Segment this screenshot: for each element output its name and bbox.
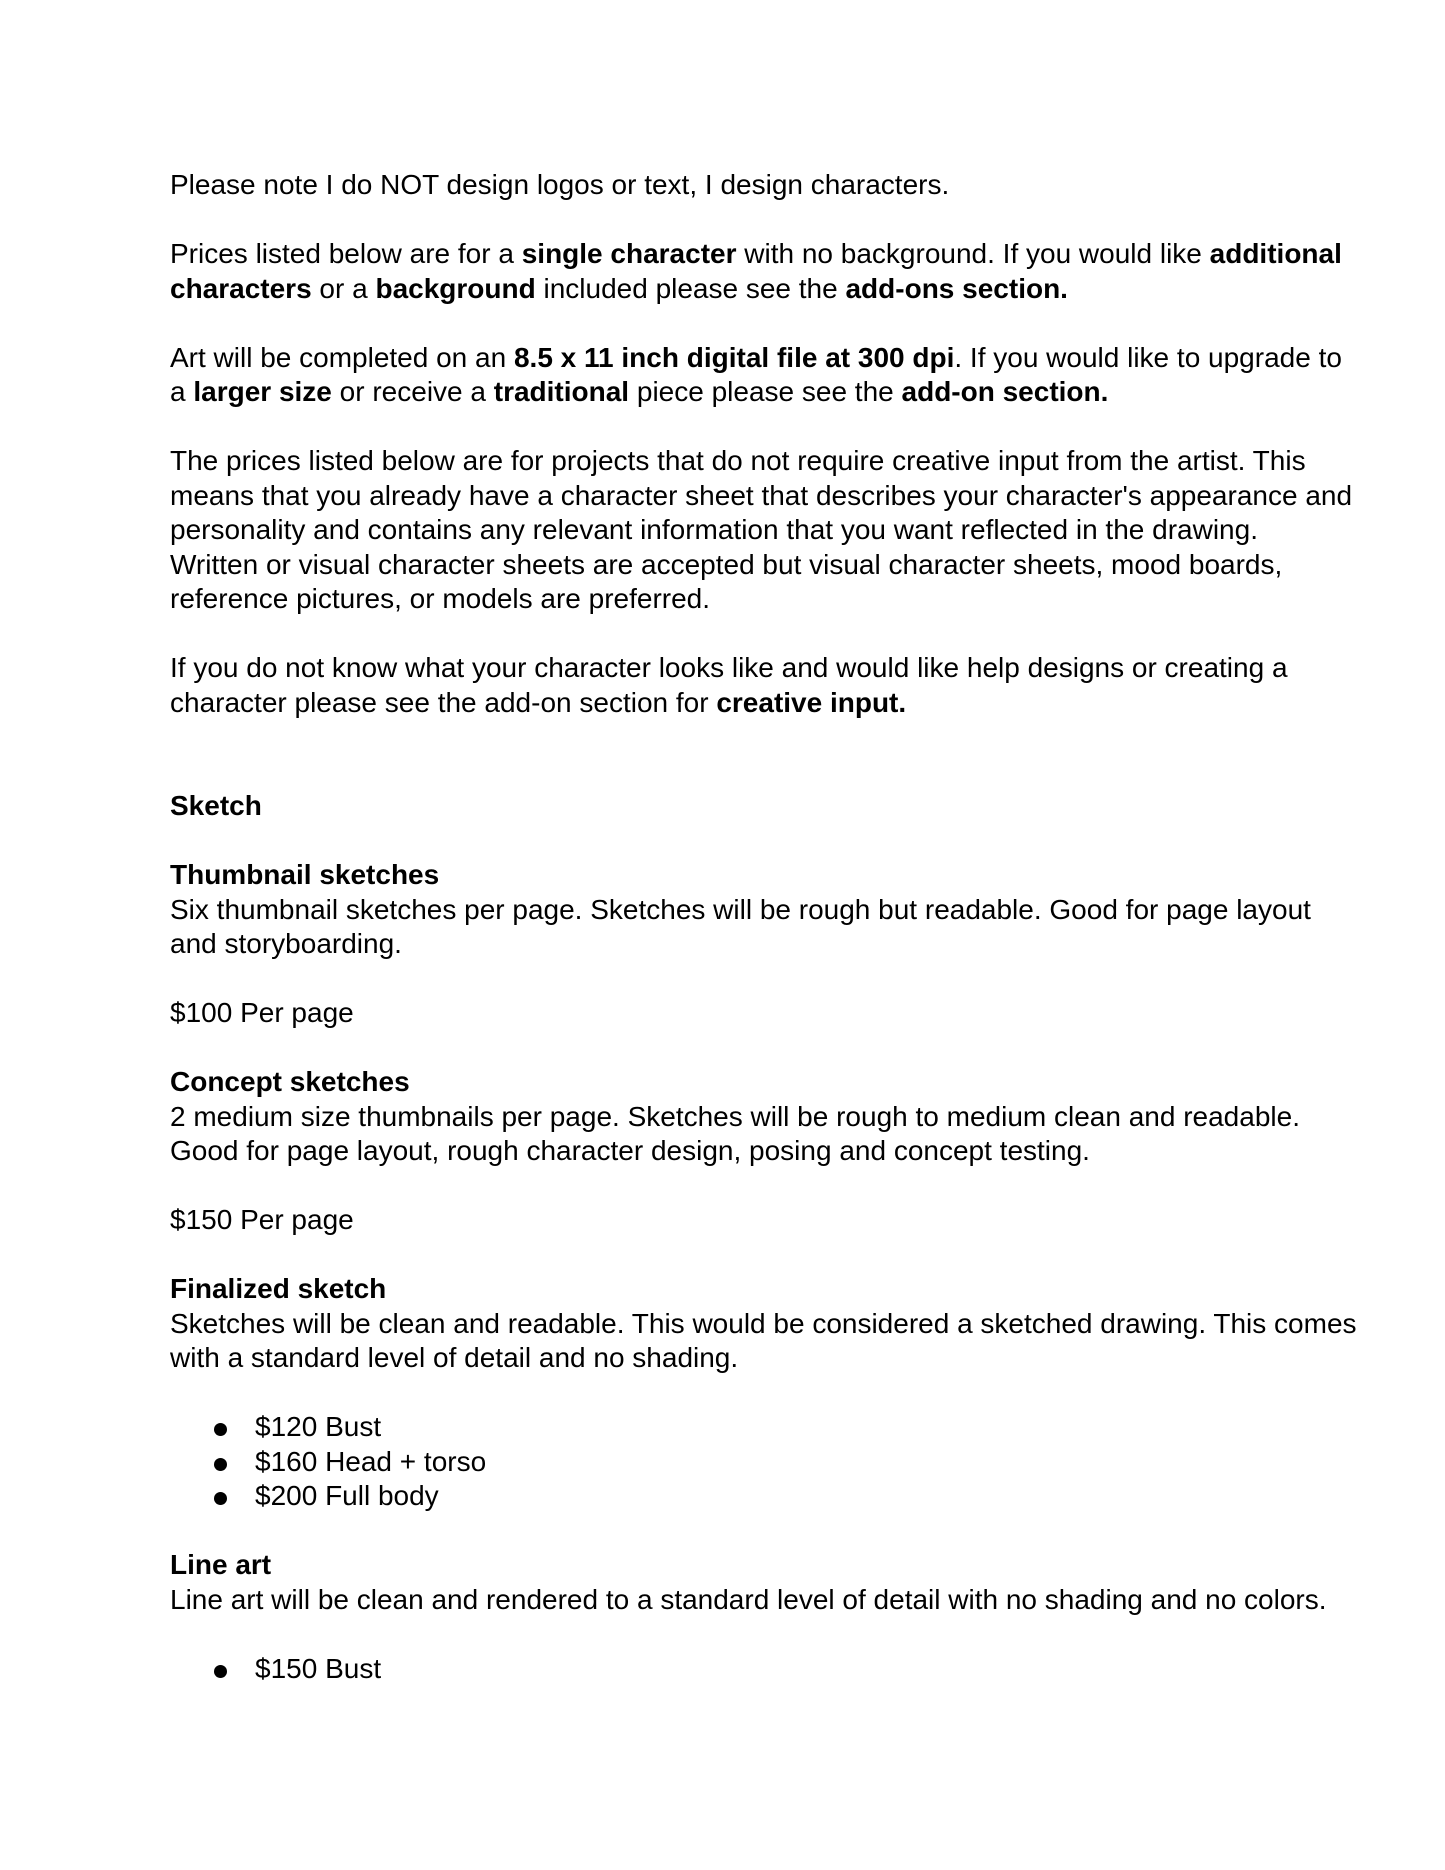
- text-segment: included please see the: [535, 272, 846, 304]
- text-line: [170, 927, 1275, 962]
- intro-note-paragraph: [170, 168, 1275, 203]
- text-segment: or a: [311, 272, 376, 304]
- sketch-section-heading: Sketch: [170, 790, 262, 821]
- bold-text-segment: creative input.: [716, 686, 907, 718]
- creative-input-policy-paragraph: [170, 444, 1353, 617]
- bullet-item-text: $150 Bust: [255, 1652, 382, 1684]
- file-format-paragraph: [170, 341, 1342, 410]
- text-segment: Written or visual character sheets are accepted but visual character sheets, mood boards,: [170, 548, 1283, 580]
- text-segment: personality and contains any relevant information that you want reflected in the drawing.: [170, 514, 1258, 545]
- bullet-item-text: $120 Bust: [255, 1411, 382, 1442]
- text-line: [170, 513, 1275, 548]
- concept-sketches-price: [170, 1203, 1275, 1238]
- bullet-icon: [214, 1665, 227, 1678]
- text-line: [170, 1341, 1275, 1376]
- text-line: [170, 548, 1283, 583]
- text-line: [170, 893, 1311, 928]
- text-segment: Line art will be clean and rendered to a standard level of detail with no shading and no colors.: [170, 1583, 1327, 1615]
- bullet-list-item: [170, 1652, 1275, 1687]
- text-segment: a: [170, 376, 194, 407]
- thumbnail-sketches-heading: Thumbnail sketches: [170, 859, 440, 890]
- bold-text-segment: add-ons section.: [845, 272, 1068, 304]
- text-line: [170, 1134, 1275, 1169]
- text-segment: $100 Per page: [170, 997, 354, 1028]
- line-art-heading: Line art: [170, 1549, 272, 1580]
- text-line: [170, 479, 1353, 514]
- text-line: [170, 1307, 1357, 1342]
- text-line: [170, 237, 1342, 272]
- thumbnail-sketches-description: [170, 893, 1311, 962]
- bullet-icon: [214, 1458, 227, 1471]
- text-segment: character please see the add-on section for: [170, 686, 717, 718]
- text-segment: Art will be completed on an: [170, 341, 514, 373]
- text-segment: Sketches will be clean and readable. This would be considered a sketched drawing. This comes: [170, 1307, 1357, 1339]
- bold-text-segment: background: [375, 272, 536, 304]
- text-line: [170, 272, 1275, 307]
- text-segment: piece please see the: [629, 376, 902, 407]
- text-line: [170, 996, 1275, 1031]
- text-segment: Good for page layout, rough character design, posing and concept testing.: [170, 1135, 1090, 1166]
- bullet-icon: [214, 1423, 227, 1436]
- text-line: [170, 1583, 1327, 1618]
- character-design-help-paragraph: [170, 651, 1288, 720]
- text-line: [170, 1203, 1275, 1238]
- text-segment: If you do not know what your character looks like and would like help designs or creating a: [170, 652, 1288, 683]
- text-segment: or receive a: [331, 376, 494, 407]
- finalized-sketch-heading: Finalized sketch: [170, 1273, 387, 1304]
- bold-text-segment: larger size: [193, 376, 332, 407]
- finalized-sketch-description: [170, 1307, 1357, 1376]
- line-art-description: [170, 1583, 1327, 1618]
- text-segment: 2 medium size thumbnails per page. Sketches will be rough to medium clean and readable.: [170, 1100, 1300, 1132]
- finalized-sketch-price-list: [170, 1410, 1275, 1514]
- text-segment: . If you would like to upgrade to: [954, 341, 1342, 373]
- text-segment: with a standard level of detail and no shading.: [170, 1342, 739, 1373]
- text-line: [170, 341, 1342, 376]
- text-segment: Please note I do NOT design logos or text, I design characters.: [170, 169, 950, 200]
- text-segment: Six thumbnail sketches per page. Sketches will be rough but readable. Good for page layout: [170, 893, 1311, 925]
- text-line: [170, 444, 1306, 479]
- bullet-item-text: $160 Head + torso: [255, 1445, 487, 1477]
- text-line: [170, 1100, 1300, 1135]
- text-segment: and storyboarding.: [170, 928, 402, 959]
- concept-sketches-heading: Concept sketches: [170, 1066, 410, 1097]
- text-segment: with no background. If you would like: [736, 238, 1210, 269]
- pricing-scope-paragraph: [170, 237, 1342, 306]
- bold-text-segment: characters: [170, 272, 312, 304]
- bullet-list-item: [170, 1445, 1275, 1480]
- bold-text-segment: traditional: [493, 376, 630, 407]
- text-segment: $150 Per page: [170, 1204, 354, 1235]
- text-line: [170, 582, 1275, 617]
- bold-text-segment: additional: [1209, 238, 1342, 269]
- bold-text-segment: single character: [521, 238, 737, 269]
- bullet-item-text: $200 Full body: [255, 1480, 439, 1511]
- text-segment: The prices listed below are for projects that do not require creative input from the artist. This: [170, 445, 1306, 476]
- bullet-list-item: [170, 1479, 1275, 1514]
- bold-text-segment: add-on section.: [901, 376, 1109, 407]
- text-segment: Prices listed below are for a: [170, 238, 522, 269]
- text-line: [170, 651, 1288, 686]
- text-segment: means that you already have a character sheet that describes your character's appearance and: [170, 479, 1353, 511]
- concept-sketches-description: [170, 1100, 1300, 1169]
- text-line: [170, 686, 1275, 721]
- bullet-icon: [214, 1492, 227, 1505]
- text-segment: reference pictures, or models are preferred.: [170, 583, 711, 614]
- bold-text-segment: 8.5 x 11 inch digital file at 300 dpi: [513, 341, 955, 373]
- text-line: [170, 168, 1275, 203]
- thumbnail-sketches-price: [170, 996, 1275, 1031]
- line-art-price-list: [170, 1652, 1275, 1687]
- bullet-list-item: [170, 1410, 1275, 1445]
- text-line: [170, 375, 1275, 410]
